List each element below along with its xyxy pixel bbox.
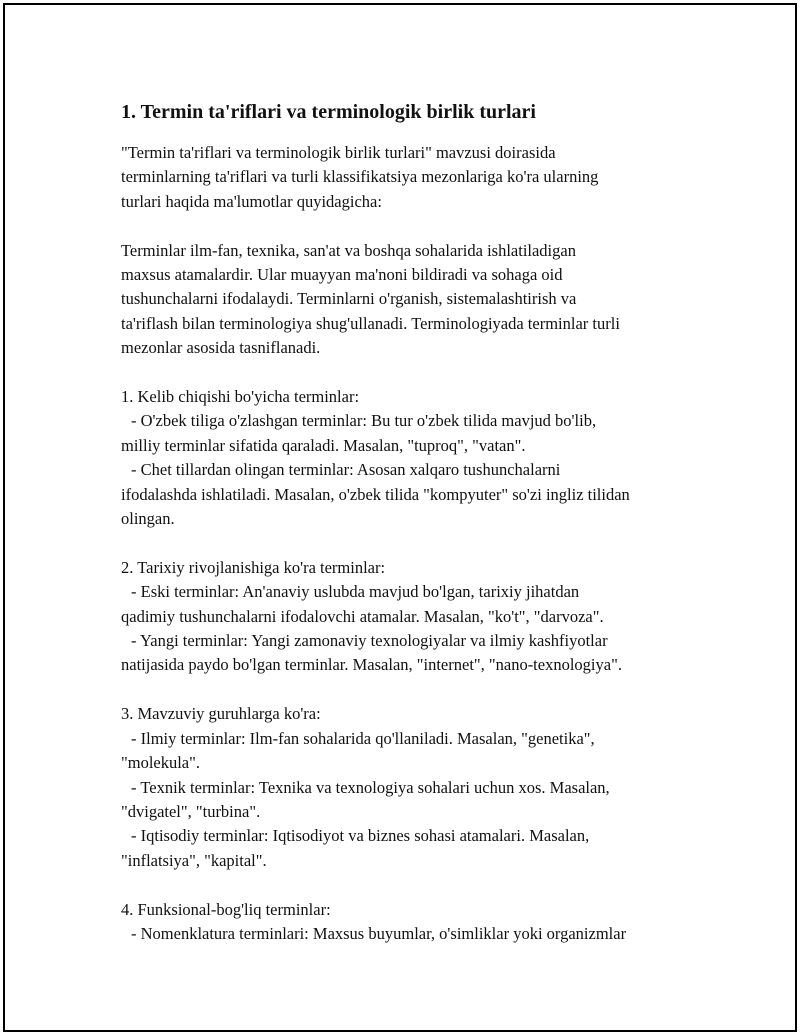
section-3-heading: 3. Mavzuviy guruhlarga ko'ra: (121, 704, 321, 724)
definition-line-1: Terminlar ilm-fan, texnika, san'at va boshqa sohalarida ishlatiladigan (121, 240, 576, 260)
definition-line-2: maxsus atamalardir. Ular muayyan ma'noni bildiradi va sohaga oid (121, 265, 563, 285)
paragraph-gap (121, 873, 701, 897)
section-3-item-2-cont: "dvigatel", "turbina". (121, 801, 261, 821)
paragraph-gap (121, 214, 701, 238)
intro-line-2: terminlarning ta'riflari va turli klassifikatsiya mezonlariga ko'ra ularning (121, 167, 599, 187)
intro-line-1: "Termin ta'riflari va terminologik birlik turlari" mavzusi doirasida (121, 143, 556, 162)
section-3-item-3: - Iqtisodiy terminlar: Iqtisodiyot va biznes sohasi atamalari. Masalan, (131, 826, 590, 846)
section-2-item-1-cont: qadimiy tushunchalarni ifodalovchi atamalar. Masalan, "ko't", "darvoza". (121, 606, 604, 626)
page-frame (3, 3, 797, 1032)
section-1-item-2-cont: ifodalashda ishlatiladi. Masalan, o'zbek tilida "kompyuter" so'zi ingliz tilidan (121, 484, 630, 504)
title-spacing (121, 125, 701, 141)
section-4-item-1: - Nomenklatura terminlari: Maxsus buyumlar, o'simliklar yoki organizmlar (131, 923, 627, 943)
section-2-item-2-cont: natijasida paydo bo'lgan terminlar. Masalan, "internet", "nano-texnologiya". (121, 655, 622, 675)
paragraph-gap (121, 361, 701, 385)
section-1-heading: 1. Kelib chiqishi bo'yicha terminlar: (121, 387, 360, 407)
document-body (121, 99, 701, 946)
section-3-item-1: - Ilmiy terminlar: Ilm-fan sohalarida qo'llaniladi. Masalan, "genetika", (131, 728, 595, 748)
definition-line-5: mezonlar asosida tasniflanadi. (121, 338, 321, 358)
section-2-heading: 2. Tarixiy rivojlanishiga ko'ra terminlar: (121, 557, 386, 577)
intro-line-3: turlari haqida ma'lumotlar quyidagicha: (121, 191, 382, 211)
paragraph-gap (121, 678, 701, 702)
definition-line-4: ta'riflash bilan terminologiya shug'ullanadi. Terminologiyada terminlar turli (121, 313, 620, 333)
document-title: 1. Termin ta'riflari va terminologik birlik turlari (121, 101, 536, 123)
definition-line-3: tushunchalarni ifodalaydi. Terminlarni o'rganish, sistemalashtirish va (121, 289, 577, 309)
section-3-item-2: - Texnik terminlar: Texnika va texnologiya sohalari uchun xos. Masalan, (131, 777, 610, 797)
section-1-item-2: - Chet tillardan olingan terminlar: Asosan xalqaro tushunchalarni (131, 460, 561, 480)
section-3-item-3-cont: "inflatsiya", "kapital". (121, 850, 267, 870)
section-2-item-2: - Yangi terminlar: Yangi zamonaviy texnologiyalar va ilmiy kashfiyotlar (131, 631, 608, 651)
section-2-item-1: - Eski terminlar: An'anaviy uslubda mavjud bo'lgan, tarixiy jihatdan (131, 582, 580, 602)
section-1-item-1-cont: milliy terminlar sifatida qaraladi. Masalan, "tuproq", "vatan". (121, 435, 526, 455)
section-3-item-1-cont: "molekula". (121, 753, 200, 773)
section-1-item-2-cont: olingan. (121, 509, 175, 529)
paragraph-gap (121, 531, 701, 555)
section-1-item-1: - O'zbek tiliga o'zlashgan terminlar: Bu tur o'zbek tilida mavjud bo'lib, (131, 411, 597, 431)
section-4-heading: 4. Funksional-bog'liq terminlar: (121, 899, 331, 919)
